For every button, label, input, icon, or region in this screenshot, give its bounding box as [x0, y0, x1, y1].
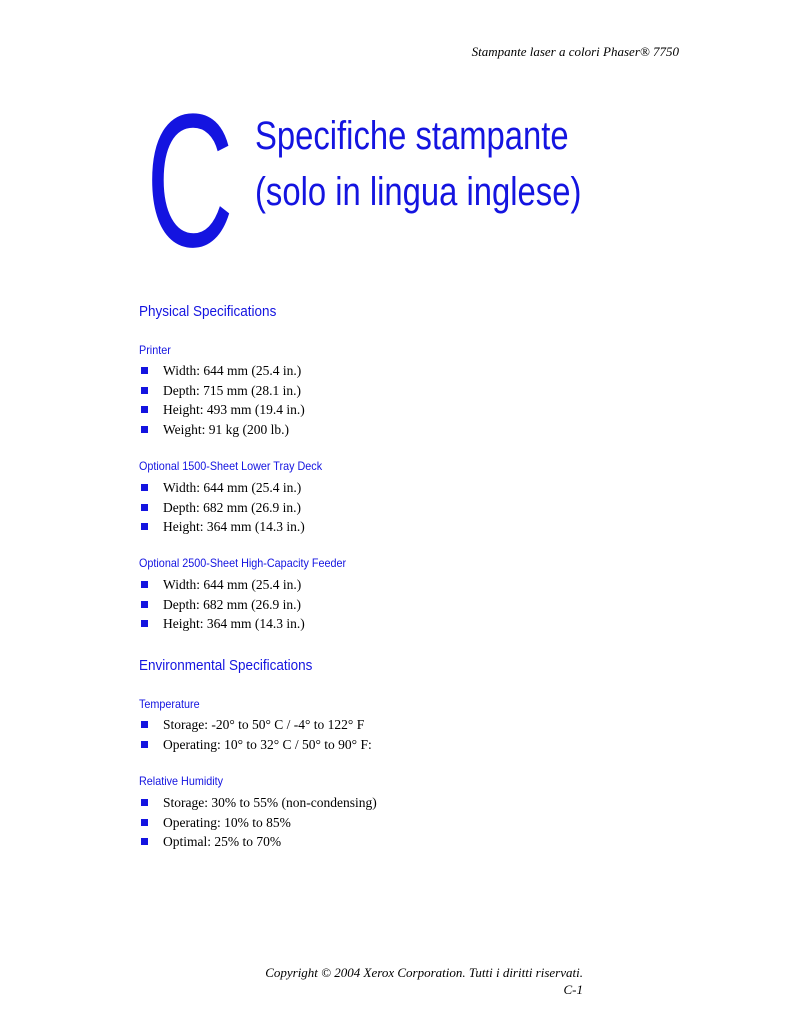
list-item-text: Storage: 30% to 55% (non-condensing): [163, 795, 377, 810]
bullet-square-icon: [141, 367, 148, 374]
list-item-text: Depth: 715 mm (28.1 in.): [163, 382, 301, 398]
bullet-square-icon: [141, 741, 148, 748]
bullet-square-icon: [141, 581, 148, 588]
bullet-square-icon: [141, 799, 148, 806]
printer-spec-list: [139, 361, 305, 439]
list-item: [139, 381, 305, 401]
list-item: [139, 715, 372, 735]
bullet-square-icon: [141, 838, 148, 845]
list-item: [139, 793, 377, 813]
bullet-square-icon: [141, 504, 148, 511]
list-item: [139, 517, 305, 537]
bullet-square-icon: [141, 721, 148, 728]
chapter-title-line-2: (solo in lingua inglese): [255, 170, 582, 214]
bullet-square-icon: [141, 387, 148, 394]
list-item-text: Operating: 10° to 32° C / 50° to 90° F:: [163, 736, 372, 752]
bullet-square-icon: [141, 819, 148, 826]
list-item-text: Operating: 10% to 85%: [163, 814, 291, 830]
list-item-text: Height: 364 mm (14.3 in.): [163, 616, 305, 631]
bullet-square-icon: [141, 426, 148, 433]
list-item-text: Depth: 682 mm (26.9 in.): [163, 596, 301, 612]
list-item: [139, 595, 305, 615]
humidity-spec-list: [139, 793, 377, 852]
hc-feeder-spec-list: [139, 575, 305, 634]
list-item: [139, 614, 305, 634]
chapter-title-line-1: Specifiche stampante: [255, 114, 569, 158]
list-item-text: Height: 493 mm (19.4 in.): [163, 402, 305, 417]
list-item: [139, 478, 305, 498]
list-item-text: Weight: 91 kg (200 lb.): [163, 421, 290, 437]
list-item-text: Storage: -20° to 50° C / -4° to 122° F: [163, 717, 365, 732]
list-item: [139, 361, 305, 381]
list-item: [139, 400, 305, 420]
temperature-spec-list: [139, 715, 372, 754]
section-heading-physical: Physical Specifications: [139, 303, 277, 320]
section-heading-environmental: Environmental Specifications: [139, 657, 313, 674]
list-item: [139, 735, 372, 755]
list-item-text: Width: 644 mm (25.4 in.): [163, 480, 302, 495]
list-item-text: Width: 644 mm (25.4 in.): [163, 577, 302, 592]
chapter-title: [255, 108, 653, 220]
list-item-text: Height: 364 mm (14.3 in.): [163, 519, 305, 534]
list-item: [139, 575, 305, 595]
page-footer: [265, 964, 583, 998]
subheading-humidity: Relative Humidity: [139, 774, 224, 788]
list-item: [139, 498, 305, 518]
bullet-square-icon: [141, 523, 148, 530]
page-number: C-1: [563, 982, 583, 997]
copyright-text: Copyright © 2004 Xerox Corporation. Tutti i diritti riservati.: [265, 965, 583, 980]
chapter-letter: C: [146, 75, 234, 287]
running-header: Stampante laser a colori Phaser® 7750: [471, 44, 679, 59]
subheading-hc-feeder: Optional 2500-Sheet High-Capacity Feeder: [139, 556, 347, 570]
tray-deck-spec-list: [139, 478, 305, 537]
bullet-square-icon: [141, 406, 148, 413]
list-item-text: Optimal: 25% to 70%: [163, 834, 282, 849]
subheading-tray-deck: Optional 1500-Sheet Lower Tray Deck: [139, 459, 323, 473]
bullet-square-icon: [141, 620, 148, 627]
list-item-text: Depth: 682 mm (26.9 in.): [163, 499, 301, 515]
subheading-printer: Printer: [139, 343, 171, 357]
subheading-temperature: Temperature: [139, 697, 200, 711]
list-item: [139, 832, 377, 852]
list-item: [139, 420, 305, 440]
list-item-text: Width: 644 mm (25.4 in.): [163, 363, 302, 378]
bullet-square-icon: [141, 601, 148, 608]
bullet-square-icon: [141, 484, 148, 491]
list-item: [139, 813, 377, 833]
